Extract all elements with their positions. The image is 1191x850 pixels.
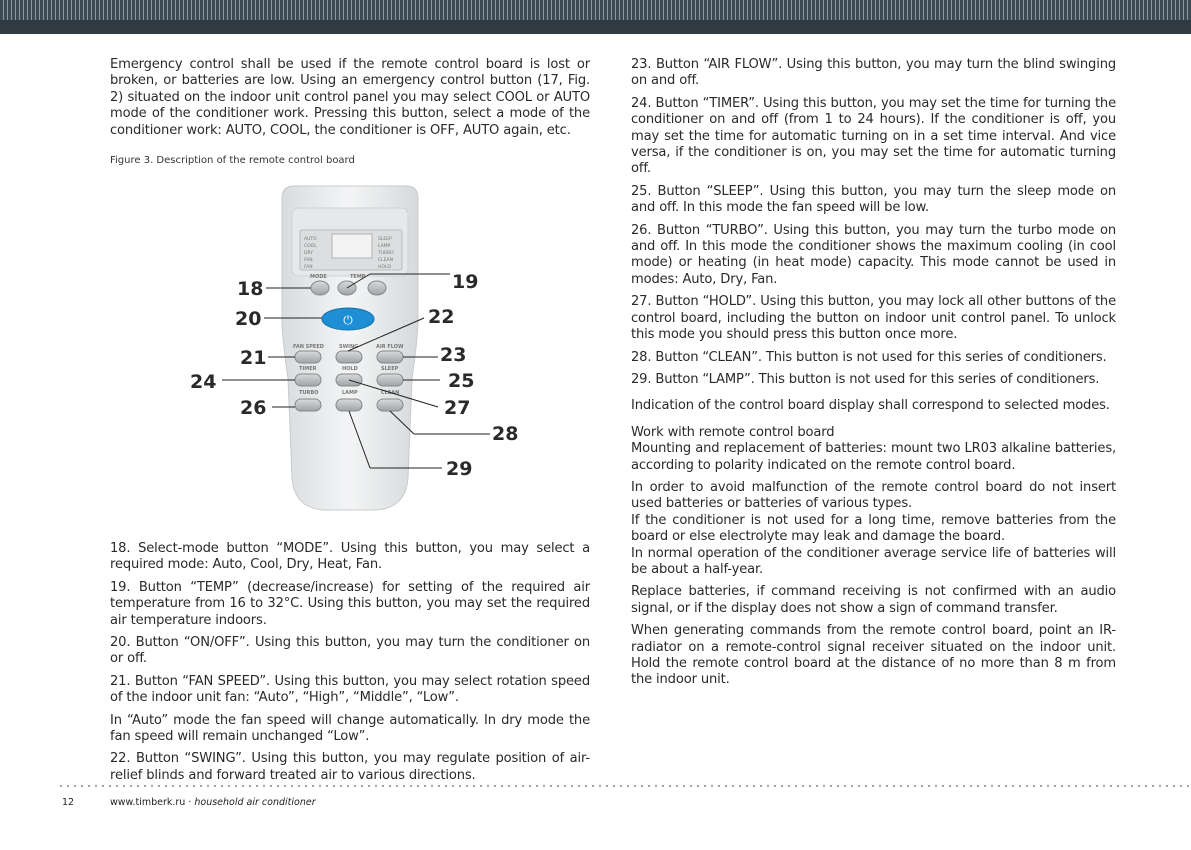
lcd-label: CLEAN (378, 258, 393, 263)
callout-18: 18 (237, 278, 264, 300)
lcd-label: AUTO (304, 237, 317, 242)
item-19: 19. Button “TEMP” (decrease/increase) for setting of the required air temperature from 16 to 32°C. Using this button, you may set the required air temperature indoors. (110, 579, 590, 628)
item-27: 27. Button “HOLD”. Using this button, you may lock all other buttons of the control board, including the button on indoor unit control panel. To unlock this mode you should press this button once more. (631, 294, 1116, 343)
callout-25: 25 (448, 370, 475, 392)
left-column (110, 57, 590, 145)
item-26: 26. Button “TURBO”. Using this button, you may turn the turbo mode on and off. In this mode the conditioner shows the maximum cooling (in cool mode) or heating (in heat mode) capacity. This mode cannot be used in modes: Auto, Dry, Fan. (631, 222, 1116, 287)
item-29: 29. Button “LAMP”. This button is not used for this series of conditioners. (631, 371, 1100, 387)
left-column-lower (110, 541, 590, 790)
callout-26: 26 (240, 397, 267, 419)
remote-illustration (180, 178, 520, 518)
lcd-label: SLEEP (378, 237, 392, 242)
not-used-paragraph: If the conditioner is not used for a long time, remove batteries from the board or else electrolyte may leak and damage the board. (631, 512, 1116, 545)
replace-paragraph: Replace batteries, if command receiving is not confirmed with an audio signal, or if the display does not show a sign of command transfer. (631, 584, 1116, 616)
item-25: 25. Button “SLEEP”. Using this button, you may turn the sleep mode on and off. In this mode the fan speed will be low. (631, 183, 1116, 216)
fan-speed-label: FAN SPEED (293, 344, 324, 350)
footer-divider (60, 785, 1191, 787)
clean-button (377, 399, 403, 411)
lcd-digit-window (332, 234, 372, 258)
item-28: 28. Button “CLEAN”. This button is not used for this series of conditioners. (631, 349, 1107, 365)
header-band (0, 0, 1191, 34)
lcd-label: HOLD (378, 265, 391, 270)
lamp-label: LAMP (342, 390, 358, 396)
timer-label: TIMER (299, 366, 317, 372)
callout-23: 23 (440, 344, 467, 366)
footer-site: www.timberk.ru · (110, 797, 195, 808)
lcd-label: FAN (304, 265, 313, 270)
lcd-label: COOL (304, 244, 317, 249)
clean-label: CLEAN (381, 390, 400, 396)
intro-paragraph: Emergency control shall be used if the remote control board is lost or broken, or batteries are low. Using an emergency control button (17, Fig. 2) situated on the indoor unit control panel you may select COOL or AUTO mode of the conditioner work. Pressing this button, select a mode of the conditioner work: AUTO, COOL, the conditioner is OFF, AUTO again, etc. (110, 57, 590, 138)
turbo-label: TURBO (299, 390, 319, 396)
callout-22: 22 (428, 306, 455, 328)
lcd-label: FAN (304, 258, 313, 263)
lcd-label: LAMP (378, 244, 391, 249)
avoid-paragraph: In order to avoid malfunction of the remote control board do not insert used batteries or batteries of various types. (631, 479, 1116, 512)
sleep-label: SLEEP (381, 366, 399, 372)
temp-label: TEMP (350, 274, 366, 280)
sleep-button (377, 374, 403, 386)
timer-button (295, 374, 321, 386)
page-number: 12 (62, 797, 75, 808)
turbo-button (295, 399, 321, 411)
fan-speed-button (295, 351, 321, 363)
header-barcode-stripe (0, 0, 1191, 20)
lamp-button (336, 399, 362, 411)
swing-label: SWING (339, 344, 359, 350)
callout-24: 24 (190, 371, 217, 393)
callout-20: 20 (235, 308, 262, 330)
item-21-note: In “Auto” mode the fan speed will change automatically. In dry mode the fan speed will remain unchanged “Low”. (110, 712, 590, 745)
callout-27: 27 (444, 397, 471, 419)
footer-text (110, 797, 316, 808)
callout-21: 21 (240, 347, 267, 369)
temp-up-button (368, 281, 386, 295)
item-22: 22. Button “SWING”. Using this button, you may regulate position of air-relief blinds and forward treated air to various directions. (110, 751, 590, 783)
right-column (631, 57, 1116, 695)
mode-button (311, 281, 329, 295)
item-20: 20. Button “ON/OFF”. Using this button, you may turn the conditioner on or off. (110, 635, 590, 667)
service-life-paragraph: In normal operation of the conditioner average service life of batteries will be about a half-year. (631, 545, 1116, 577)
item-24: 24. Button “TIMER”. Using this button, you may set the time for turning the conditioner on and off (from 1 to 24 hours). If the conditioner is off, you may set the time for automatic turning on in a set time interval. And vice versa, if the conditioner is on, you may set the time for automatic turning off. (631, 95, 1116, 177)
mounting-paragraph: Mounting and replacement of batteries: mount two LR03 alkaline batteries, according to polarity indicated on the remote control board. (631, 441, 1116, 473)
footer-subtitle: household air conditioner (194, 797, 316, 808)
work-heading: Work with remote control board (631, 424, 835, 440)
item-21: 21. Button “FAN SPEED”. Using this button, you may select rotation speed of the indoor unit fan: “Auto”, “High”, “Middle”, “Low”. (110, 673, 590, 706)
air-flow-button (377, 351, 403, 363)
item-23: 23. Button “AIR FLOW”. Using this button, you may turn the blind swinging on and off. (631, 57, 1116, 89)
swing-button (336, 351, 362, 363)
air-flow-label: AIR FLOW (376, 344, 404, 350)
lcd-label: DRY (304, 251, 314, 256)
lcd-label: TURBO (378, 251, 394, 256)
callout-19: 19 (452, 271, 479, 293)
item-18: 18. Select-mode button “MODE”. Using this button, you may select a required mode: Auto, Cool, Dry, Heat, Fan. (110, 541, 590, 573)
indication-paragraph: Indication of the control board display shall correspond to selected modes. (631, 398, 1110, 414)
power-icon: ⏻ (343, 313, 353, 327)
remote-figure (180, 178, 520, 518)
callout-28: 28 (492, 423, 519, 445)
figure-caption: Figure 3. Description of the remote control board (110, 155, 355, 166)
generating-paragraph: When generating commands from the remote control board, point an IR-radiator on a remote-control signal receiver situated on the indoor unit. Hold the remote control board at the distance of no more than 8 m from the indoor unit. (631, 623, 1116, 688)
hold-label: HOLD (342, 366, 358, 372)
callout-29: 29 (446, 458, 473, 480)
mode-label: MODE (310, 274, 327, 280)
